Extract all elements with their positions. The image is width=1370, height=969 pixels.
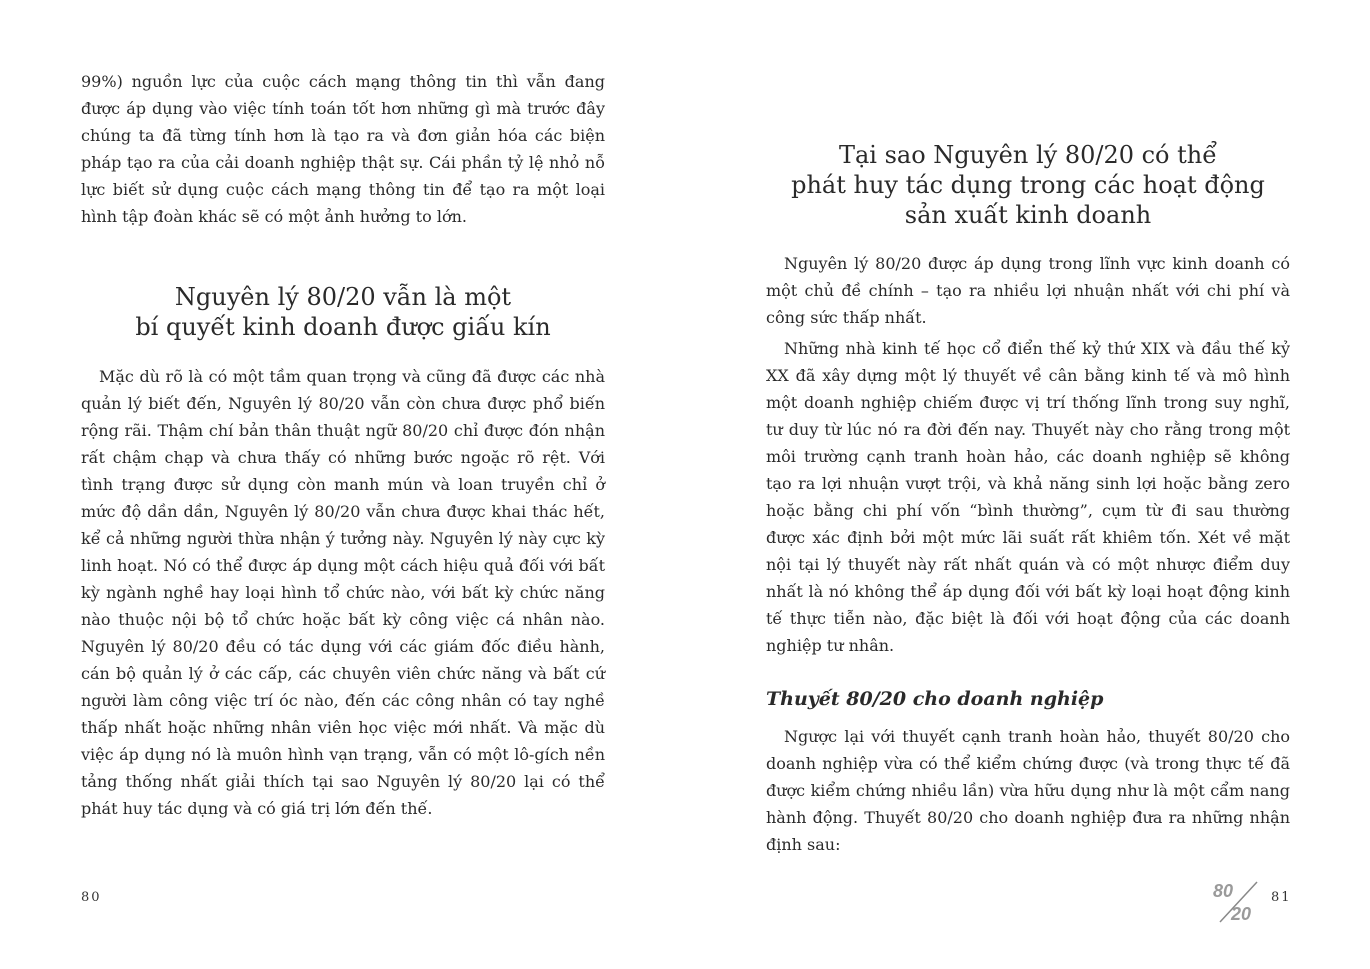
left-section-heading <box>81 282 605 342</box>
right-section-heading <box>766 140 1290 230</box>
left-page-number: 80 <box>81 890 102 905</box>
left-body-text-block <box>81 363 605 822</box>
left-body-paragraph: Mặc dù rõ là có một tầm quan trọng và cũng đã được các nhà quản lý biết đến, Nguyên lý 80/20 vẫn còn chưa được phổ biến rộng rãi. Thậm chí bản thân thuật ngữ 80/20 chỉ được đón nhận rất chậm chạp và chưa thấy có những bước ngoặc rõ rệt. Với tình trạng được sử dụng còn manh mún và loan truyền chỉ ở mức độ dần dần, Nguyên lý 80/20 vẫn chưa được khai thác hết, kể cả những người thừa nhận ý tưởng này. Nguyên lý này cực kỳ linh hoạt. Nó có thể được áp dụng một cách hiệu quả đối với bất kỳ ngành nghề hay loại hình tổ chức nào, với bất kỳ chức năng nào thuộc nội bộ tổ chức hoặc bất kỳ công việc cá nhân nào. Nguyên lý 80/20 đều có tác dụng với các giám đốc điều hành, cán bộ quản lý ở các cấp, các chuyên viên chức năng và bất cứ người làm công việc trí óc nào, đến các công nhân có tay nghề thấp nhất hoặc những nhân viên học việc mới nhất. Và mặc dù việc áp dụng nó là muôn hình vạn trạng, vẫn có một lô-gích nền tảng thống nhất giải thích tại sao Nguyên lý 80/20 lại có thể phát huy tác dụng và có giá trị lớn đến thế. <box>81 367 605 818</box>
book-logo-icon <box>1211 878 1267 924</box>
right-paragraph-1: Nguyên lý 80/20 được áp dụng trong lĩnh vực kinh doanh có một chủ đề chính – tạo ra nhiều lợi nhuận nhất với chi phí và công sức thấp nhất. <box>766 254 1290 327</box>
left-top-paragraph: 99%) nguồn lực của cuộc cách mạng thông tin thì vẫn đang được áp dụng vào việc tính toán tốt hơn những gì mà trước đây chúng ta đã từng tính hơn là tạo ra và đơn giản hóa các biện pháp tạo ra của cải doanh nghiệp thật sự. Cái phần tỷ lệ nhỏ nỗ lực biết sử dụng cuộc cách mạng thông tin để tạo ra một loại hình tập đoàn khác sẽ có một ảnh hưởng to lớn. <box>81 72 605 226</box>
right-page <box>685 0 1370 969</box>
right-text-block-2 <box>766 723 1290 858</box>
right-text-block-1 <box>766 250 1290 659</box>
left-top-text-block <box>81 68 605 230</box>
left-heading-line-2: bí quyết kinh doanh được giấu kín <box>135 313 551 341</box>
right-heading-line-1: Tại sao Nguyên lý 80/20 có thể <box>838 141 1218 169</box>
right-paragraph-2: Những nhà kinh tế học cổ điển thế kỷ thứ XIX và đầu thế kỷ XX đã xây dựng một lý thuyết về cân bằng kinh tế và mô hình một doanh nghiệp chiếm được vị trí thống lĩnh trong suy nghĩ, tư duy từ lúc nó ra đời đến nay. Thuyết này cho rằng trong một môi trường cạnh tranh hoàn hảo, các doanh nghiệp sẽ không tạo ra lợi nhuận vượt trội, và khả năng sinh lợi hoặc bằng zero hoặc bằng chi phí vốn “bình thường”, cụm từ đi sau thường được xác định bởi một mức lãi suất rất khiêm tốn. Xét về mặt nội tại lý thuyết này rất nhất quán và có một nhược điểm duy nhất là nó không thể áp dụng đối với bất kỳ loại hoạt động kinh tế thực tiễn nào, đặc biệt là đối với hoạt động của các doanh nghiệp tư nhân. <box>766 339 1290 655</box>
right-heading-line-2: phát huy tác dụng trong các hoạt động <box>791 171 1265 199</box>
right-paragraph-3: Ngược lại với thuyết cạnh tranh hoàn hảo, thuyết 80/20 cho doanh nghiệp vừa có thể kiểm chứng được (và trong thực tế đã được kiểm chứng nhiều lần) vừa hữu dụng như là một cẩm nang hành động. Thuyết 80/20 cho doanh nghiệp đưa ra những nhận định sau: <box>766 727 1290 854</box>
logo-bottom-number: 20 <box>1231 904 1252 924</box>
logo-top-number: 80 <box>1213 881 1234 901</box>
left-heading-line-1: Nguyên lý 80/20 vẫn là một <box>174 283 512 311</box>
right-heading-line-3: sản xuất kinh doanh <box>904 201 1152 229</box>
right-subheading: Thuyết 80/20 cho doanh nghiệp <box>766 688 1104 710</box>
right-page-number: 81 <box>1271 890 1292 905</box>
